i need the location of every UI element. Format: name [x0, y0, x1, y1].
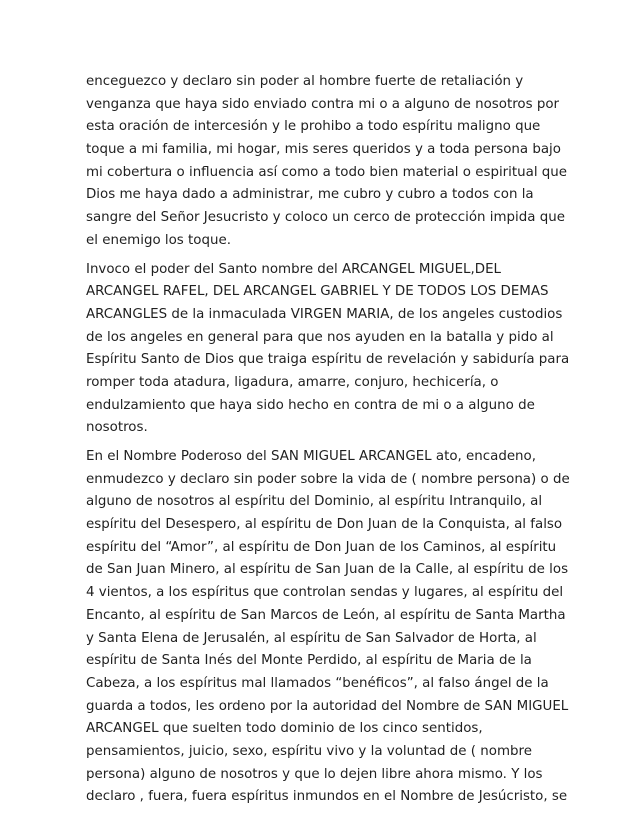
text-line: espíritu del Desespero, al espíritu de Don Juan de la Conquista, al falso: [86, 517, 563, 533]
text-line: Espíritu Santo de Dios que traiga espíritu de revelación y sabiduría para: [86, 352, 570, 368]
text-line: venganza que haya sido enviado contra mi o a alguno de nosotros por: [86, 96, 560, 112]
text-line: guarda a todos, les ordeno por la autoridad del Nombre de SAN MIGUEL: [86, 698, 569, 714]
text-line: Cabeza, a los espíritus mal llamados “benéficos”, al falso ángel de la: [86, 675, 549, 691]
text-line: Invoco el poder del Santo nombre del ARCANGEL MIGUEL,DEL: [86, 261, 501, 277]
text-line: espíritu de Santa Inés del Monte Perdido, al espíritu de Maria de la: [86, 653, 532, 669]
text-line: 4 vientos, a los espíritus que controlan sendas y lugares, al espíritu del: [86, 585, 564, 601]
text-line: Encanto, al espíritu de San Marcos de León, al espíritu de Santa Martha: [86, 607, 566, 623]
text-line: ARCANGEL RAFEL, DEL ARCANGEL GABRIEL Y DE TODOS LOS DEMAS: [86, 284, 549, 300]
text-line: enceguezco y declaro sin poder al hombre fuerte de retaliación y: [86, 74, 524, 89]
text-line: nosotros.: [86, 420, 148, 436]
text-line: pensamientos, juicio, sexo, espíritu vivo y la voluntad de ( nombre: [86, 743, 532, 759]
paragraph-1: [86, 71, 568, 253]
text-line: sangre del Señor Jesucristo y coloco un cerco de protección impida que: [86, 210, 565, 226]
text-line: esta oración de intercesión y le prohibo a todo espíritu maligno que: [86, 119, 541, 135]
paragraph-2: [86, 259, 570, 441]
text-line: romper toda atadura, ligadura, amarre, conjuro, hechicería, o: [86, 374, 499, 390]
text-line: toque a mi familia, mi hogar, mis seres queridos y a toda persona bajo: [86, 142, 561, 158]
text-line: alguno de nosotros al espíritu del Dominio, al espíritu Intranquilo, al: [86, 494, 543, 510]
text-line: endulzamiento que haya sido hecho en contra de mi o a alguno de: [86, 397, 535, 413]
text-line: persona) alguno de nosotros y que lo dejen libre ahora mismo. Y los: [86, 766, 543, 782]
text-line: de los angeles en general para que nos ayuden en la batalla y pido al: [86, 329, 554, 345]
text-line: mi cobertura o influencia así como a todo bien material o espiritual que: [86, 164, 568, 180]
text-line: En el Nombre Poderoso del SAN MIGUEL ARCANGEL ato, encadeno,: [86, 449, 536, 464]
text-line: declaro , fuera, fuera espíritus inmundos en el Nombre de Jesúcristo, se: [86, 789, 568, 805]
paragraph-3: [86, 446, 570, 809]
text-line: enmudezco y declaro sin poder sobre la vida de ( nombre persona) o de: [86, 471, 570, 487]
text-line: ARCANGEL que suelten todo dominio de los cinco sentidos,: [86, 721, 483, 737]
text-line: de San Juan Minero, al espíritu de San Juan de la Calle, al espíritu de los: [86, 562, 569, 578]
document-body: [86, 71, 570, 815]
text-line: y Santa Elena de Jerusalén, al espíritu de San Salvador de Horta, al: [86, 630, 537, 646]
text-line: el enemigo los toque.: [86, 232, 231, 248]
text-line: ARCANGLES de la inmaculada VIRGEN MARIA, de los angeles custodios: [86, 306, 563, 322]
text-line: espíritu del “Amor”, al espíritu de Don Juan de los Caminos, al espíritu: [86, 539, 557, 555]
text-line: Dios me haya dado a administrar, me cubro y cubro a todos con la: [86, 187, 534, 203]
